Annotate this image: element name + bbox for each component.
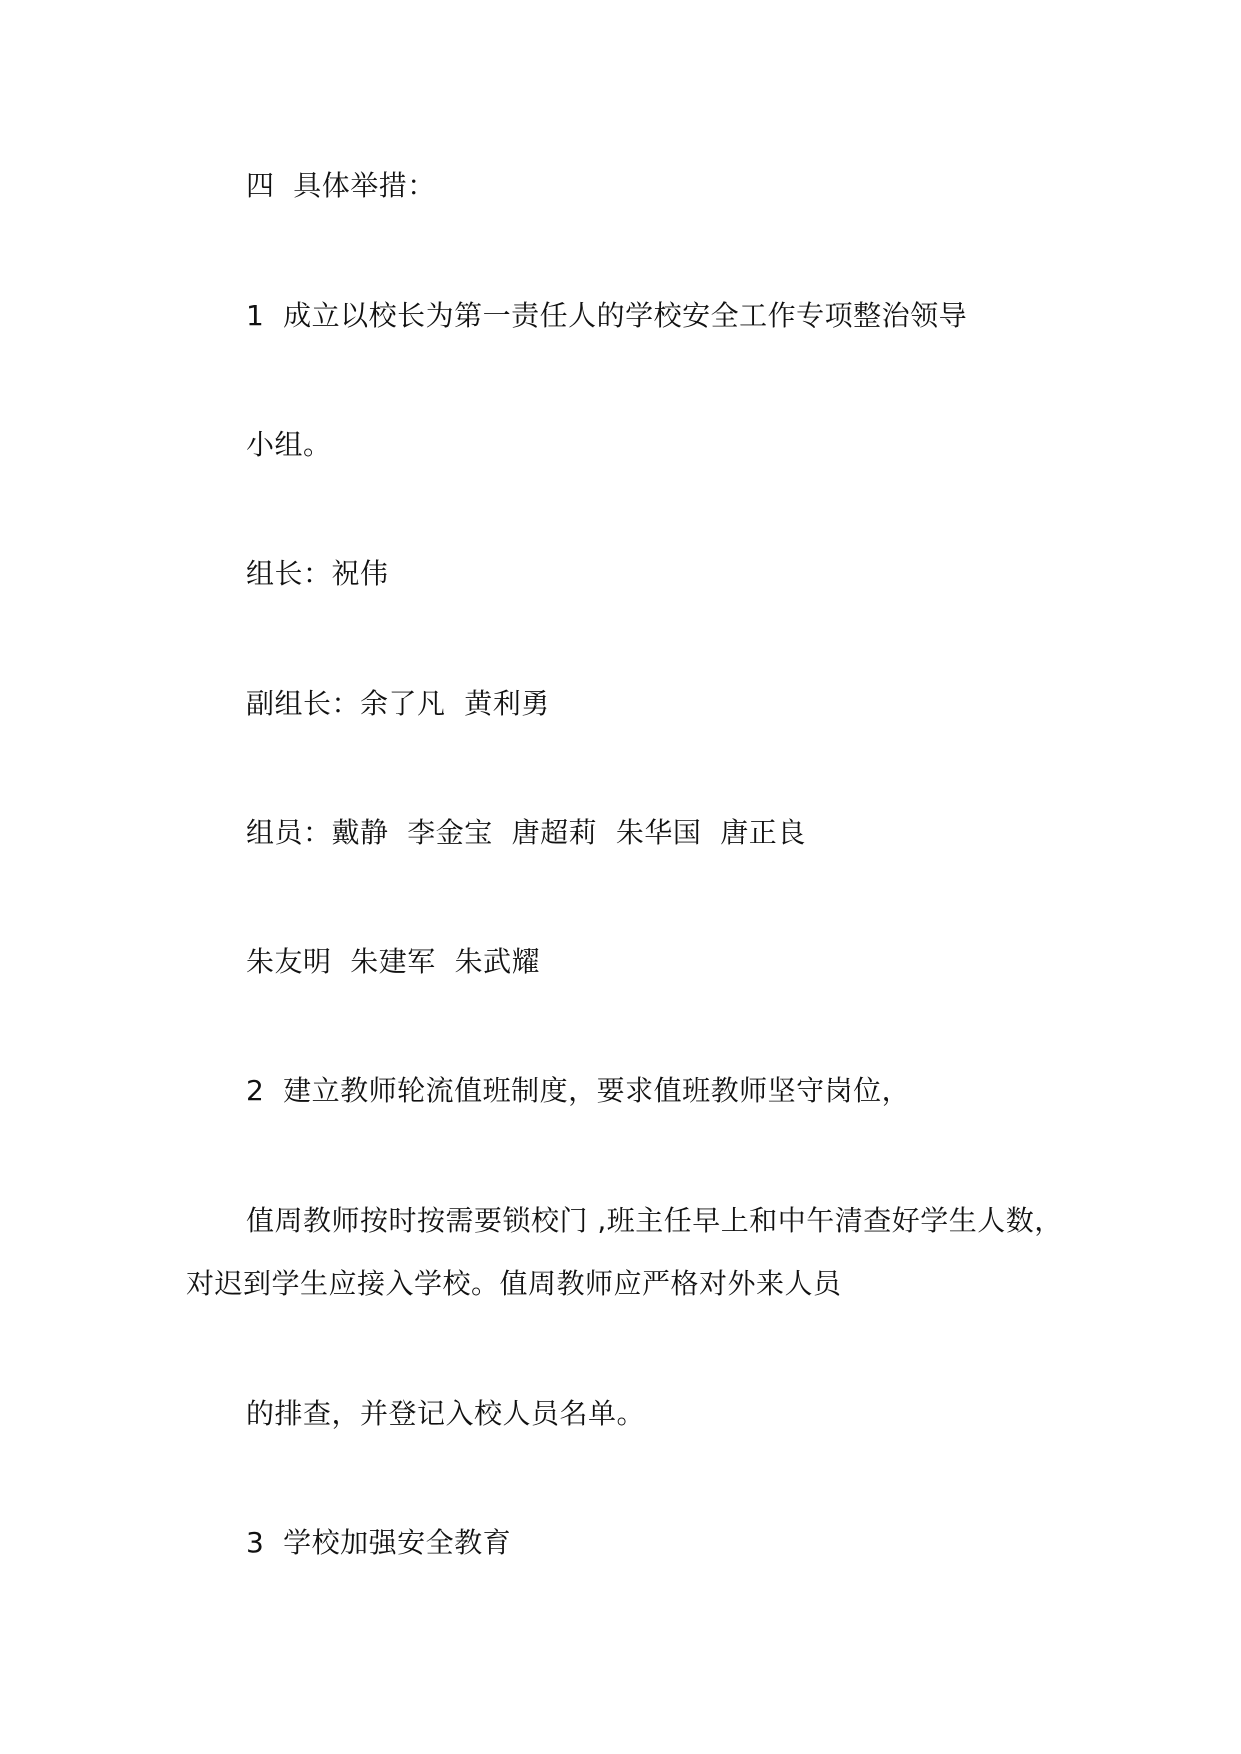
paragraph-line: 2 建立教师轮流值班制度，要求值班教师坚守岗位， [246, 1074, 911, 1107]
section-heading: 四 具体举措： [246, 169, 436, 202]
paragraph-line: 副组长：余了凡 黄利勇 [246, 687, 550, 720]
paragraph-line: 1 成立以校长为第一责任人的学校安全工作专项整治领导 [246, 299, 968, 332]
paragraph-line: 的排查，并登记入校人员名单。 [246, 1397, 646, 1430]
paragraph-line: 朱友明 朱建军 朱武耀 [246, 945, 541, 978]
paragraph-line: 对迟到学生应接入学校。值周教师应严格对外来人员 [186, 1267, 842, 1300]
paragraph-line: 组长：祝伟 [246, 557, 389, 590]
paragraph-line: 3 学校加强安全教育 [246, 1526, 512, 1559]
paragraph-line: 小组。 [246, 428, 332, 461]
paragraph-line: 组员：戴静 李金宝 唐超莉 朱华国 唐正良 [246, 816, 806, 849]
paragraph-line: 值周教师按时按需要锁校门 ,班主任早上和中午清查好学生人数， [246, 1204, 1063, 1237]
